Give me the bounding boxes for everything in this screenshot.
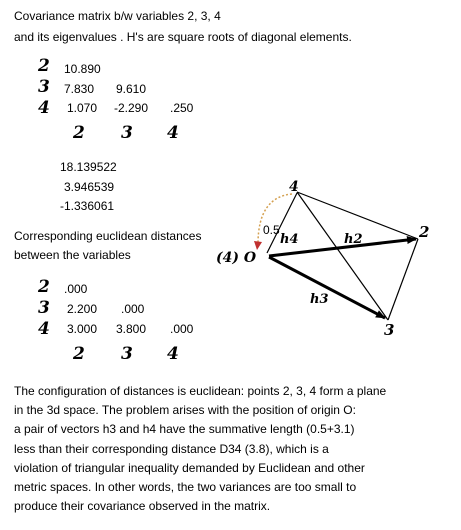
header-line-1: Covariance matrix b/w variables 2, 3, 4 bbox=[14, 9, 221, 23]
explanation-paragraph bbox=[14, 382, 454, 516]
dist-cell: .000 bbox=[121, 302, 145, 316]
cov-row-label-3: 3 bbox=[38, 77, 50, 97]
dist-col-label-2: 2 bbox=[73, 344, 85, 364]
length-label-05: 0.5 bbox=[263, 223, 280, 237]
node-label-2: 2 bbox=[419, 223, 430, 241]
paragraph-line: produce their covariance observed in the matrix. bbox=[14, 499, 271, 514]
dist-col-label-4: 4 bbox=[167, 344, 179, 364]
vector-label-h4: h4 bbox=[280, 232, 299, 247]
distances-label-line-2: between the variables bbox=[14, 248, 131, 262]
paragraph-line: violation of triangular inequality demanded by Euclidean and other bbox=[14, 460, 365, 475]
arc-arrow-icon bbox=[254, 241, 262, 250]
node-label-4: 4 bbox=[289, 179, 299, 195]
vector-label-h3: h3 bbox=[310, 292, 329, 307]
paragraph-line: a pair of vectors h3 and h4 have the summative length (0.5+3.1) bbox=[14, 422, 355, 437]
cov-col-label-3: 3 bbox=[121, 123, 133, 143]
paragraph-line: less than their corresponding distance D34 (3.8), which is a bbox=[14, 441, 329, 456]
dist-cell: .000 bbox=[64, 282, 88, 296]
origin-label: (4) O bbox=[216, 250, 257, 266]
cov-cell: -2.290 bbox=[114, 101, 149, 115]
eigenvalue-1: 18.139522 bbox=[60, 160, 117, 174]
dist-row-label-2: 2 bbox=[38, 277, 50, 297]
cov-col-label-4: 4 bbox=[167, 123, 179, 143]
cov-row-label-4: 4 bbox=[38, 98, 50, 118]
paragraph-line: The configuration of distances is euclidean: points 2, 3, 4 form a plane bbox=[14, 384, 387, 398]
dist-row-label-3: 3 bbox=[38, 298, 50, 318]
distances-label-line-1: Corresponding euclidean distances bbox=[14, 229, 202, 243]
cov-col-label-2: 2 bbox=[73, 123, 85, 143]
cov-cell: 10.890 bbox=[64, 62, 101, 76]
header-line-2: and its eigenvalues . H's are square roots of diagonal elements. bbox=[14, 30, 352, 44]
dist-cell: .000 bbox=[170, 322, 194, 336]
dist-col-label-3: 3 bbox=[121, 344, 133, 364]
eigenvalue-3: -1.336061 bbox=[60, 199, 115, 213]
paragraph-line: metric spaces. In other words, the two variances are too small to bbox=[14, 480, 357, 495]
vector-label-h2: h2 bbox=[344, 232, 363, 247]
dist-cell: 3.000 bbox=[67, 322, 98, 336]
dist-cell: 2.200 bbox=[67, 302, 98, 316]
cov-cell: 7.830 bbox=[64, 82, 95, 96]
paragraph-line: in the 3d space. The problem arises with the position of origin O: bbox=[14, 403, 356, 418]
node-label-3: 3 bbox=[384, 321, 395, 339]
cov-cell: .250 bbox=[170, 101, 194, 115]
dist-cell: 3.800 bbox=[116, 322, 147, 336]
eigenvalue-2: 3.946539 bbox=[64, 180, 115, 194]
dist-row-label-4: 4 bbox=[38, 319, 50, 339]
cov-row-label-2: 2 bbox=[38, 56, 50, 76]
vector-h3 bbox=[269, 257, 385, 318]
cov-cell: 9.610 bbox=[116, 82, 147, 96]
cov-cell: 1.070 bbox=[67, 101, 98, 115]
edge-2-3 bbox=[388, 239, 418, 320]
